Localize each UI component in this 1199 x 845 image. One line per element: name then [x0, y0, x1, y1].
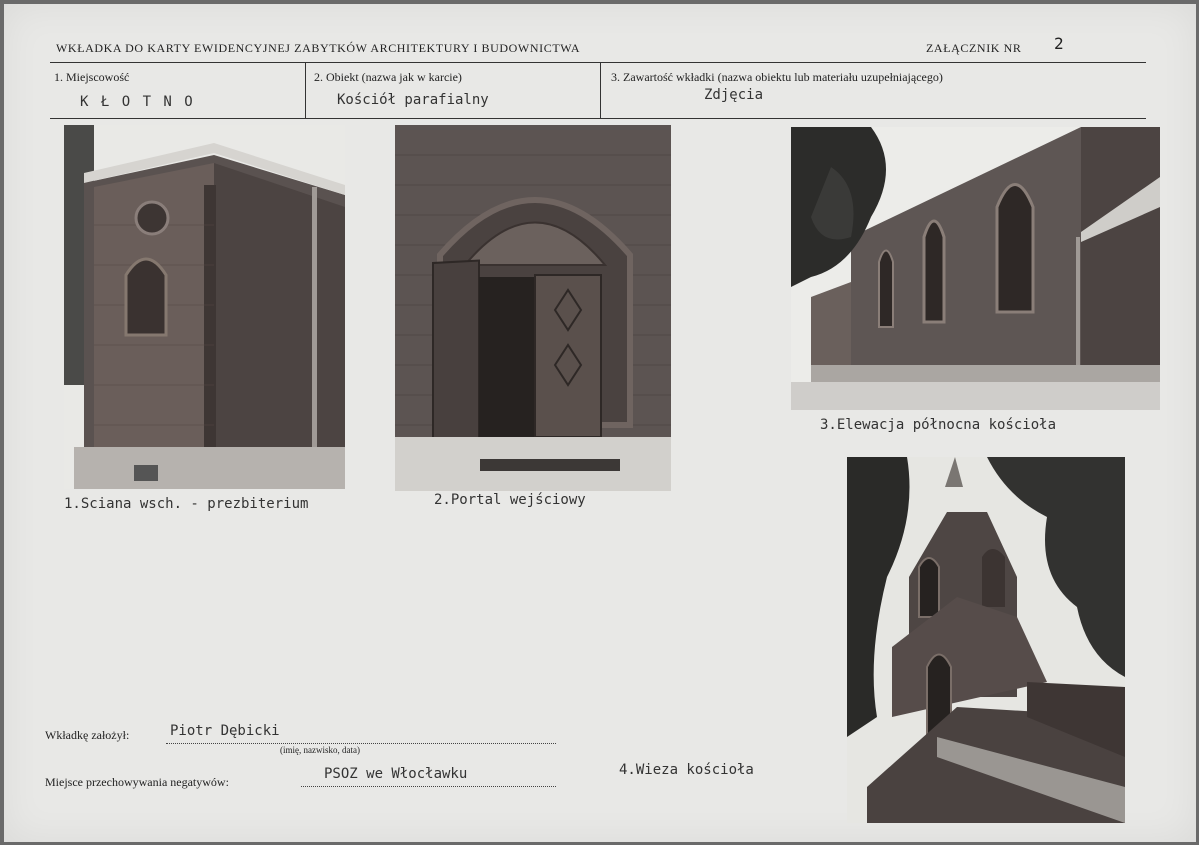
- caption-photo-2: 2.Portal wejściowy: [434, 492, 586, 508]
- author-label: Wkładkę założył:: [45, 728, 130, 742]
- attachment-label: ZAŁĄCZNIK NR: [926, 41, 1022, 55]
- photo-church-tower: [847, 457, 1125, 823]
- object-label: 2. Obiekt (nazwa jak w karcie): [314, 70, 462, 84]
- storage-label: Miejsce przechowywania negatywów:: [45, 775, 229, 789]
- author-hint: (imię, nazwisko, data): [280, 745, 360, 755]
- contents-label: 3. Zawartość wkładki (nazwa obiektu lub materiału uzupełniającego): [611, 70, 943, 84]
- fields-bottom-rule: [50, 118, 1146, 119]
- document-title: WKŁADKA DO KARTY EWIDENCYJNEJ ZABYTKÓW ARCHITEKTURY I BUDOWNICTWA: [56, 41, 581, 55]
- storage-line: [301, 786, 556, 787]
- photo-entrance-portal: [395, 125, 671, 491]
- field-divider-1: [305, 62, 306, 118]
- caption-photo-1: 1.Sciana wsch. - prezbiterium: [64, 496, 309, 512]
- author-value: Piotr Dębicki: [170, 723, 280, 739]
- author-line: [166, 743, 556, 744]
- caption-photo-3: 3.Elewacja północna kościoła: [820, 417, 1057, 433]
- header-rule: [50, 62, 1146, 63]
- field-divider-2: [600, 62, 601, 118]
- photo-east-wall: [64, 125, 345, 489]
- attachment-number: 2: [1054, 34, 1064, 53]
- contents-value: Zdjęcia: [704, 87, 764, 103]
- photo-north-elevation: [791, 127, 1160, 410]
- caption-photo-4: 4.Wieza kościoła: [619, 762, 754, 778]
- storage-value: PSOZ we Włocławku: [324, 766, 468, 782]
- object-value: Kościół parafialny: [337, 92, 489, 108]
- locality-value: K Ł O T N O: [80, 94, 195, 110]
- locality-label: 1. Miejscowość: [54, 70, 130, 84]
- document-sheet: [4, 4, 1196, 842]
